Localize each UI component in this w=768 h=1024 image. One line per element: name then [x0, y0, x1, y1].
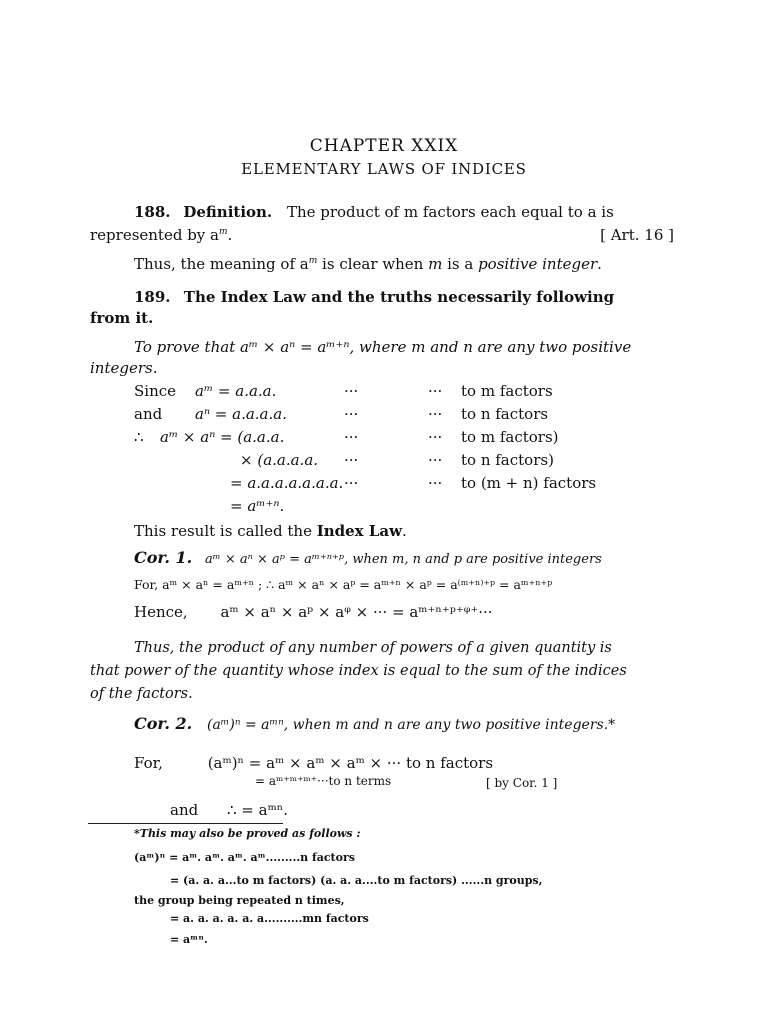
corollary-1 — [134, 548, 602, 570]
text: and — [170, 801, 199, 819]
section-188-line3 — [134, 254, 602, 274]
corollary-1-hence — [134, 602, 493, 622]
article-reference: [ Art. 16 ] — [600, 226, 674, 244]
section-heading: Definition. — [183, 203, 273, 221]
footnote-line-1: *This may also be proved as follows : — [134, 827, 361, 840]
punct: . — [402, 522, 407, 540]
footnote-divider — [88, 823, 283, 824]
text: is a — [442, 255, 479, 273]
corollary-statement: aᵐ × aⁿ × aᵖ = aᵐ⁺ⁿ⁺ᵖ, when m, n and p are positive integers — [205, 552, 602, 567]
proof-row-ellipsis: ··· — [428, 382, 443, 400]
proof-row-ellipsis: ··· — [344, 451, 359, 469]
proof-row-ellipsis: ··· — [344, 382, 359, 400]
definition-text-2: represented by a — [90, 226, 219, 244]
corollary-statement: (aᵐ)ⁿ = aᵐⁿ, when m and n are any two positive integers.* — [207, 717, 616, 733]
proof-row-factors: to n factors — [461, 405, 549, 423]
prove-statement-2: integers. — [90, 359, 158, 377]
equation: (aᵐ)ⁿ = aᵐ × aᵐ × aᵐ × ··· to n factors — [207, 754, 494, 772]
section-heading: The Index Law and the truths necessarily following — [183, 288, 615, 306]
variable: m — [428, 255, 443, 273]
chapter-title: CHAPTER XXIX — [309, 136, 459, 156]
footnote-line-5: = a. a. a. a. a. a..........mn factors — [170, 912, 369, 925]
equation: aᵐ × aⁿ × aᵖ × aᵠ × ··· = aᵐ⁺ⁿ⁺ᵖ⁺ᵠ⁺··· — [220, 603, 493, 621]
exponent: m — [219, 227, 228, 237]
corollary-1-conclusion-3: of the factors. — [90, 686, 193, 702]
proof-row-factors: to m factors — [461, 382, 553, 400]
text: is clear when — [317, 255, 429, 273]
definition-text: The product of m factors each equal to a is — [286, 203, 614, 221]
corollary-label: Cor. 1. — [134, 548, 193, 567]
footnote-line-6: = aᵐⁿ. — [170, 933, 208, 946]
proof-row-lead: ∴ — [134, 428, 144, 446]
proof-row-ellipsis: ··· — [428, 451, 443, 469]
section-189-heading-line1 — [134, 287, 614, 307]
punct: . — [227, 226, 233, 244]
corollary-2 — [134, 714, 615, 735]
footnote-line-3: = (a. a. a...to m factors) (a. a. a....to m factors) ......n groups, — [170, 874, 543, 887]
proof-row-lead: and — [134, 405, 163, 423]
corollary-reference: [ by Cor. 1 ] — [486, 776, 558, 790]
proof-row-ellipsis: ··· — [428, 405, 443, 423]
proof-row-expression: aᵐ × aⁿ = (a.a.a. — [160, 428, 285, 446]
proof-row-expression: = a.a.a.a.a.a.a. — [230, 474, 344, 492]
chapter-subtitle: ELEMENTARY LAWS OF INDICES — [241, 160, 527, 178]
text: Thus, the meaning of a — [134, 255, 309, 273]
proof-row-factors: to n factors) — [461, 451, 554, 469]
text: For, — [134, 754, 163, 772]
footnote-line-4: the group being repeated n times, — [134, 894, 345, 907]
equation: ∴ = aᵐⁿ. — [227, 801, 289, 819]
proof-row-expression: aⁿ = a.a.a.a. — [195, 405, 287, 423]
text: This result is called the — [134, 522, 317, 540]
exponent: m — [308, 256, 318, 266]
proof-row-ellipsis: ··· — [344, 428, 359, 446]
proof-row-expression: × (a.a.a.a. — [240, 451, 319, 469]
section-188-line2 — [90, 225, 232, 245]
proof-row-expression: aᵐ = a.a.a. — [195, 382, 277, 400]
proof-row-ellipsis: ··· — [344, 474, 359, 492]
proof-row-ellipsis: ··· — [428, 474, 443, 492]
corollary-1-conclusion-1: Thus, the product of any number of powers of a given quantity is — [134, 640, 612, 656]
proof-row-lead: Since — [134, 382, 177, 400]
prove-statement: To prove that aᵐ × aⁿ = aᵐ⁺ⁿ, where m and n are any two positive — [134, 338, 632, 356]
section-number: 189. — [134, 288, 171, 306]
index-law-result — [134, 521, 407, 541]
proof-row-ellipsis: ··· — [344, 405, 359, 423]
corollary-1-conclusion-2: that power of the quantity whose index is equal to the sum of the indices — [90, 663, 627, 679]
section-189-heading-line2: from it. — [90, 309, 154, 327]
text: Hence, — [134, 603, 188, 621]
proof-row-expression: = aᵐ⁺ⁿ. — [230, 497, 285, 515]
proof-row-factors: to (m + n) factors — [461, 474, 597, 492]
corollary-label: Cor. 2. — [134, 714, 193, 733]
proof-row-factors: to m factors) — [461, 428, 559, 446]
section-number: 188. — [134, 203, 171, 221]
index-law-term: Index Law — [316, 522, 403, 540]
punct: . — [597, 255, 602, 273]
footnote-line-2: (aᵐ)ⁿ = aᵐ. aᵐ. aᵐ. aᵐ.........n factors — [134, 851, 355, 864]
corollary-1-proof: For, aᵐ × aⁿ = aᵐ⁺ⁿ ; ∴ aᵐ × aⁿ × aᵖ = aᵐ⁺ⁿ × aᵖ = a⁽ᵐ⁺ⁿ⁾⁺ᵖ = aᵐ⁺ⁿ⁺ᵖ — [134, 577, 553, 592]
section-188-line1 — [134, 202, 614, 222]
corollary-2-proof-2: = aᵐ⁺ᵐ⁺ᵐ⁺···to n terms — [255, 774, 392, 788]
corollary-2-conclusion — [170, 800, 288, 820]
emphasis: positive integer — [478, 255, 598, 273]
corollary-2-proof — [134, 753, 493, 773]
proof-row-ellipsis: ··· — [428, 428, 443, 446]
